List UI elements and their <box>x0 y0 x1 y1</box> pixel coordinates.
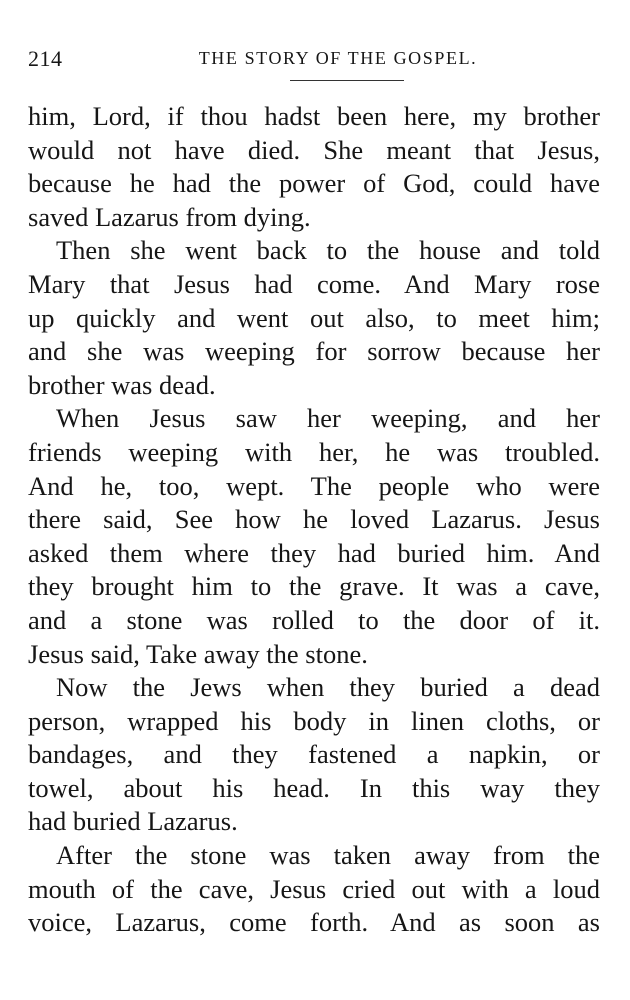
text-line: asked them where they had buried him. And <box>28 537 600 568</box>
paragraph-1 <box>28 100 600 234</box>
body-text <box>28 100 600 940</box>
text-line: Mary that Jesus had come. And Mary rose <box>28 268 600 299</box>
text-line: him, Lord, if thou hadst been here, my brother <box>28 101 600 131</box>
text-line: saved Lazarus from dying. <box>28 201 311 232</box>
text-line: Jesus said, Take away the stone. <box>28 638 368 669</box>
text-line: Then she went back to the house and told <box>56 235 600 266</box>
text-line: there said, See how he loved Lazarus. Jesus <box>28 504 600 535</box>
text-line: they brought him to the grave. It was a cave, <box>28 571 600 602</box>
text-line: bandages, and they fastened a napkin, or <box>28 739 600 770</box>
page-header <box>28 46 608 82</box>
text-line: towel, about his head. In this way they <box>28 772 600 803</box>
text-line: and she was weeping for sorrow because her <box>28 336 600 367</box>
paragraph-3 <box>28 402 600 671</box>
text-line: had buried Lazarus. <box>28 806 238 837</box>
text-line: mouth of the cave, Jesus cried out with a loud <box>28 873 600 904</box>
text-line: up quickly and went out also, to meet him; <box>28 302 600 333</box>
text-line: person, wrapped his body in linen cloths, or <box>28 705 600 736</box>
text-line: After the stone was taken away from the <box>56 840 600 871</box>
paragraph-2 <box>28 234 600 402</box>
text-line: voice, Lazarus, come forth. And as soon as <box>28 907 600 938</box>
text-line: and a stone was rolled to the door of it. <box>28 604 600 635</box>
text-line: because he had the power of God, could have <box>28 168 600 199</box>
paragraph-4 <box>28 671 600 839</box>
paragraph-5 <box>28 839 600 940</box>
text-line: Now the Jews when they buried a dead <box>56 672 600 703</box>
text-line: And he, too, wept. The people who were <box>28 470 600 501</box>
text-line: When Jesus saw her weeping, and her <box>56 403 600 434</box>
header-rule <box>290 80 404 81</box>
text-line: brother was dead. <box>28 369 216 400</box>
running-title: THE STORY OF THE GOSPEL. <box>198 48 478 68</box>
text-line: friends weeping with her, he was troubled. <box>28 436 600 467</box>
text-line: would not have died. She meant that Jesus, <box>28 134 600 165</box>
page-number: 214 <box>28 46 63 71</box>
